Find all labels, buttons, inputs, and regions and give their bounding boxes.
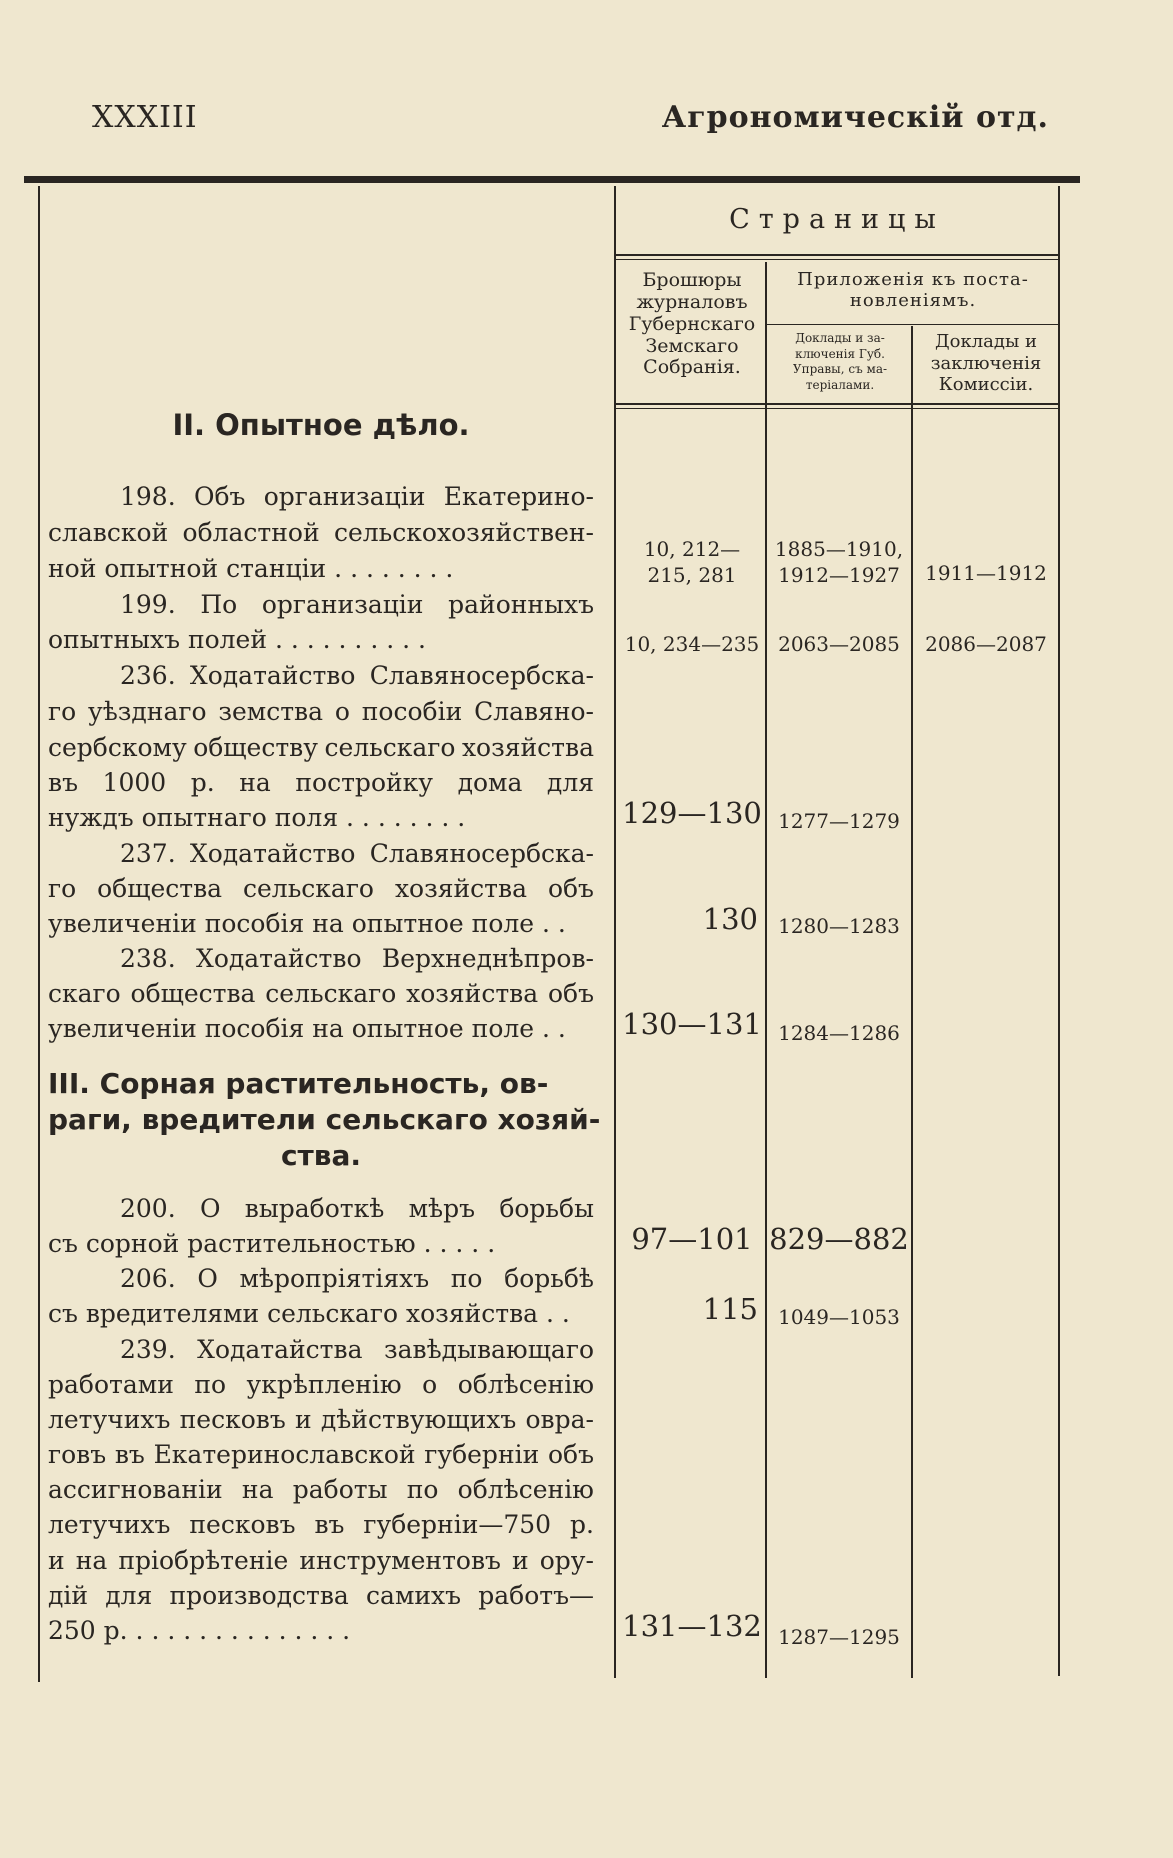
entry-line: съ вредителями сельскаго хозяйства . .: [48, 1299, 570, 1328]
page-number: XXXIII: [92, 100, 198, 135]
section-title: II. Опытное дѣло.: [172, 408, 470, 442]
entry-line: го общества сельскаго хозяйства объ: [48, 874, 594, 903]
col-divider-appendix: [911, 326, 913, 1678]
entry-line: дій для производства самихъ работъ—: [48, 1581, 594, 1610]
right-border: [1058, 186, 1060, 1676]
brochure-pages: 129—130: [622, 796, 762, 830]
appendix-pages: 1280—1283: [778, 914, 900, 938]
header-rule-2: [767, 324, 1058, 325]
header-rule-3: [616, 403, 1058, 405]
entry-line: и на пріобрѣтеніе инструментовъ и ору-: [48, 1546, 594, 1575]
section-title: III. Сорная растительность, ов- раги, вредители сельскаго хозяй- ства.: [48, 1067, 601, 1172]
entry-line: 239. Ходатайства завѣдывающаго: [120, 1335, 594, 1364]
appendix-pages: 1885—1910, 1912—1927: [774, 537, 904, 587]
entry-line: 206. О мѣропріятіяхъ по борьбѣ: [120, 1264, 594, 1293]
header-rule-3b: [616, 408, 1058, 409]
col-divider-text: [614, 186, 616, 1678]
left-border: [38, 186, 40, 1682]
entry-line: ной опытной станціи . . . . . . . .: [48, 554, 454, 583]
brochure-pages: 97—101: [631, 1222, 753, 1256]
entry-line: ассигнованіи на работы по облѣсенію: [48, 1475, 594, 1504]
entry-line: съ сорной растительностью . . . . .: [48, 1229, 496, 1258]
entry-line: 250 р. . . . . . . . . . . . . . .: [48, 1616, 351, 1645]
top-rule: [24, 176, 1080, 183]
brochure-pages: 10, 234—235: [624, 632, 760, 656]
column-header-brochures: Брошюры журналовъ Губернскаго Земскаго Собранія.: [628, 269, 756, 379]
brochure-pages: 131—132: [622, 1609, 762, 1643]
entry-line: 200. О выработкѣ мѣръ борьбы: [120, 1194, 594, 1223]
entry-line: го уѣзднаго земства о пособіи Славяно-: [48, 697, 594, 726]
entry-line: въ 1000 р. на постройку дома для: [48, 768, 594, 797]
appendix-pages: 829—882: [769, 1222, 909, 1256]
header-rule-1: [616, 254, 1058, 256]
column-header-reports-commission: Доклады и заключенія Комиссіи.: [930, 331, 1042, 396]
entry-line: 238. Ходатайство Верхнеднѣпров-: [120, 944, 594, 973]
entry-line: нуждъ опытнаго поля . . . . . . . .: [48, 803, 466, 832]
entry-line: летучихъ песковъ въ губерніи—750 р.: [48, 1510, 594, 1539]
appendix-pages: 1284—1286: [778, 1021, 900, 1045]
appendix-pages: 1277—1279: [778, 809, 900, 833]
appendix-pages: 1287—1295: [778, 1625, 900, 1649]
entry-line: летучихъ песковъ и дѣйствующихъ овра-: [48, 1405, 594, 1434]
entry-line: 199. По организаціи районныхъ: [120, 590, 594, 619]
appendix-pages: 1049—1053: [778, 1305, 900, 1329]
commission-pages: 1911—1912: [925, 561, 1047, 585]
entry-line: 198. Объ организаціи Екатерино-: [120, 482, 594, 511]
header-rule-1b: [616, 259, 1058, 260]
section-heading: Агрономическій отд.: [661, 100, 1049, 135]
entry-line: 236. Ходатайство Славяносербска-: [120, 661, 594, 690]
column-header-pages: Страницы: [729, 204, 945, 235]
brochure-pages: 130—131: [622, 1007, 762, 1041]
entry-line: 237. Ходатайство Славяносербска-: [120, 839, 594, 868]
entry-line: работами по укрѣпленію о облѣсенію: [48, 1370, 594, 1399]
entry-line: сербскому обществу сельскаго хозяйства: [48, 733, 594, 762]
entry-line: увеличеніи пособія на опытное поле . .: [48, 1014, 566, 1043]
column-header-appendices: Приложенія къ поста- новленіямъ.: [797, 269, 1029, 311]
brochure-pages: 130: [702, 902, 758, 936]
column-header-reports-board: Доклады и за- ключенія Губ. Управы, съ ма- теріалами.: [792, 331, 888, 392]
entry-line: говъ въ Екатеринославской губерніи объ: [48, 1440, 594, 1469]
entry-line: опытныхъ полей . . . . . . . . . .: [48, 625, 426, 654]
brochure-pages: 115: [702, 1292, 758, 1326]
entry-line: увеличеніи пособія на опытное поле . .: [48, 909, 566, 938]
entry-line: скаго общества сельскаго хозяйства объ: [48, 979, 594, 1008]
entry-line: славской областной сельскохозяйствен-: [48, 518, 594, 547]
brochure-pages: 10, 212— 215, 281: [643, 537, 741, 587]
col-divider-brochures: [765, 262, 767, 1678]
commission-pages: 2086—2087: [925, 632, 1047, 656]
appendix-pages: 2063—2085: [778, 632, 900, 656]
